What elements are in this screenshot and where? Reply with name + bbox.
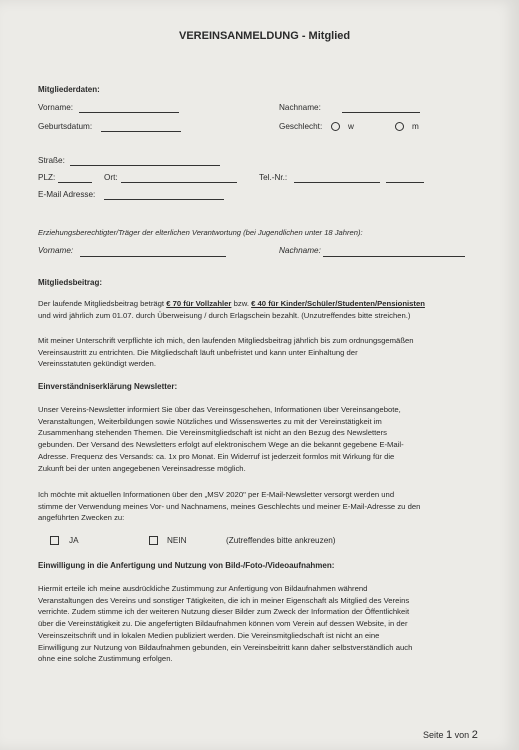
- fee-paragraph-2: [38, 335, 414, 370]
- tel-field-2[interactable]: [386, 182, 424, 183]
- fee-heading: Mitgliedsbeitrag:: [38, 278, 103, 287]
- fee-line-2: und wird jährlich zum 01.07. durch Überweisung / durch Erlagschein bezahlt. (Unzutreffendes bitte streichen.): [38, 310, 411, 320]
- newsletter-hint: (Zutreffendes bitte ankreuzen): [226, 536, 336, 545]
- guardian-vorname-label: Vorname:: [38, 246, 74, 255]
- guardian-vorname-field[interactable]: [80, 256, 226, 257]
- newsletter-ja-checkbox[interactable]: [50, 536, 59, 545]
- gender-m-radio[interactable]: [395, 122, 404, 131]
- newsletter-p2-line: Ich möchte mit aktuellen Informationen über den „MSV 2020" per E-Mail-Newsletter versorgt werden und: [38, 490, 395, 499]
- photo-line: über die Vereinstätigkeit zu. Die angefertigten Bildaufnahmen können vom Verein auf dessen Website, in der: [38, 619, 408, 629]
- photo-line: Hiermit erteile ich meine ausdrückliche Zustimmung zur Anfertigung von Bildaufnahmen während: [38, 584, 368, 593]
- newsletter-p1-line: Adresse. Frequenz des Versands: ca. 1x pro Monat. Ein Widerruf ist jederzeit formlos mit Wirkung für die: [38, 451, 395, 461]
- guardian-intro: Erziehungsberechtigter/Träger der elterlichen Verantwortung (bei Jugendlichen unter 18 Jahren):: [38, 228, 363, 237]
- fee-paragraph-1: [38, 298, 425, 321]
- newsletter-nein-checkbox[interactable]: [149, 536, 158, 545]
- photo-paragraph: [38, 583, 412, 665]
- member-data-heading: Mitgliederdaten:: [38, 85, 100, 94]
- newsletter-p2-line: angeführten Zwecken zu:: [38, 513, 125, 523]
- guardian-nachname-label: Nachname:: [279, 246, 321, 255]
- ort-field[interactable]: [121, 182, 237, 183]
- page-of-label: von: [454, 730, 470, 740]
- strasse-field[interactable]: [70, 165, 220, 166]
- page-total: 2: [471, 729, 478, 741]
- guardian-nachname-field[interactable]: [323, 256, 465, 257]
- newsletter-p1-line: Unser Vereins-Newsletter informiert Sie über das Vereinsgeschehen, Informationen über Vereinsangebote,: [38, 405, 401, 414]
- page-number: 1: [446, 729, 453, 741]
- newsletter-p2-line: stimme der Verwendung meines Vor- und Nachnamens, meines Geschlechts und meiner E-Mail-Adresse zu den: [38, 501, 421, 511]
- geburtsdatum-field[interactable]: [101, 131, 181, 132]
- photo-heading: Einwilligung in die Anfertigung und Nutzung von Bild-/Foto-/Videoaufnahmen:: [38, 561, 335, 570]
- newsletter-paragraph-2: [38, 489, 420, 524]
- fee-reduced: € 40 für Kinder/Schüler/Studenten/Pensionisten: [251, 299, 425, 308]
- plz-field[interactable]: [58, 182, 92, 183]
- photo-line: Veranstaltungen des Vereins und sonstiger Tätigkeiten, die ich in meiner Eigenschaft als Mitglied des Vereins: [38, 595, 410, 605]
- fee-text-c: bzw.: [231, 299, 252, 308]
- newsletter-paragraph-1: [38, 404, 404, 474]
- fee-p2-line: Mit meiner Unterschrift verpflichte ich mich, den laufenden Mitgliedsbeitrag jährlich bis zum ordnungsgemäßen: [38, 336, 414, 345]
- gender-w-label: w: [348, 122, 354, 131]
- gender-w-radio[interactable]: [331, 122, 340, 131]
- email-field[interactable]: [104, 199, 224, 200]
- photo-line: Vereinszeitschrift und in lokalen Medien publiziert werden. Die Vereinsmitgliedschaft ist nicht an eine: [38, 630, 380, 640]
- newsletter-nein-label: NEIN: [167, 536, 187, 545]
- ort-label: Ort:: [104, 173, 118, 182]
- tel-label: Tel.-Nr.:: [259, 173, 288, 182]
- plz-label: PLZ:: [38, 173, 56, 182]
- page-counter: [423, 729, 478, 741]
- photo-line: Einwilligung zur Nutzung von Bildaufnahmen gebunden, ein Vereinsbeitritt kann daher selbstverständlich auch: [38, 642, 413, 652]
- nachname-label: Nachname:: [279, 103, 321, 112]
- vorname-label: Vorname:: [38, 103, 74, 112]
- photo-line: verrichte. Zudem stimme ich der weiteren Nutzung dieser Bilder zum Zweck der Information der Öffentlichkeit: [38, 607, 410, 617]
- newsletter-p1-line: gebunden. Der Versand des Newsletters erfolgt auf elektronischem Wege an die bekannt gegebene E-Mail-: [38, 440, 404, 450]
- gender-m-label: m: [412, 122, 419, 131]
- tel-field-1[interactable]: [294, 182, 380, 183]
- nachname-field[interactable]: [342, 112, 420, 113]
- email-label: E-Mail Adresse:: [38, 190, 96, 199]
- newsletter-p1-line: Zusammenhang stehenden Themen. Die Vereinsmitgliedschaft ist nicht an den Bezug des Newsletters: [38, 428, 387, 438]
- geburtsdatum-label: Geburtsdatum:: [38, 122, 93, 131]
- newsletter-p1-line: Veranstaltungen, Weiterbildungen sowie Nützliches und Wissenswertes zu mit der Vereinstätigkeit im: [38, 416, 382, 426]
- page-label: Seite: [423, 730, 444, 740]
- fee-p2-line: Vereinsaustritt zu entrichten. Die Mitgliedschaft läuft unbefristet und kann unter Einhaltung der: [38, 347, 358, 357]
- vorname-field[interactable]: [79, 112, 179, 113]
- strasse-label: Straße:: [38, 156, 65, 165]
- newsletter-heading: Einverständniserklärung Newsletter:: [38, 382, 178, 391]
- newsletter-p1-line: Zukunft bei der unten angegebenen Vereinsadresse möglich.: [38, 463, 246, 473]
- fee-p2-line: Vereinsstatuten gekündigt werden.: [38, 359, 156, 369]
- fee-text-a: Der laufende Mitgliedsbeitrag beträgt: [38, 299, 167, 308]
- page-title: VEREINSANMELDUNG - Mitglied: [179, 30, 351, 42]
- photo-line: ohne eine solche Zustimmung erfolgen.: [38, 654, 173, 664]
- newsletter-ja-label: JA: [69, 536, 79, 545]
- geschlecht-label: Geschlecht:: [279, 122, 323, 131]
- fee-full-payer: € 70 für Vollzahler: [166, 299, 232, 308]
